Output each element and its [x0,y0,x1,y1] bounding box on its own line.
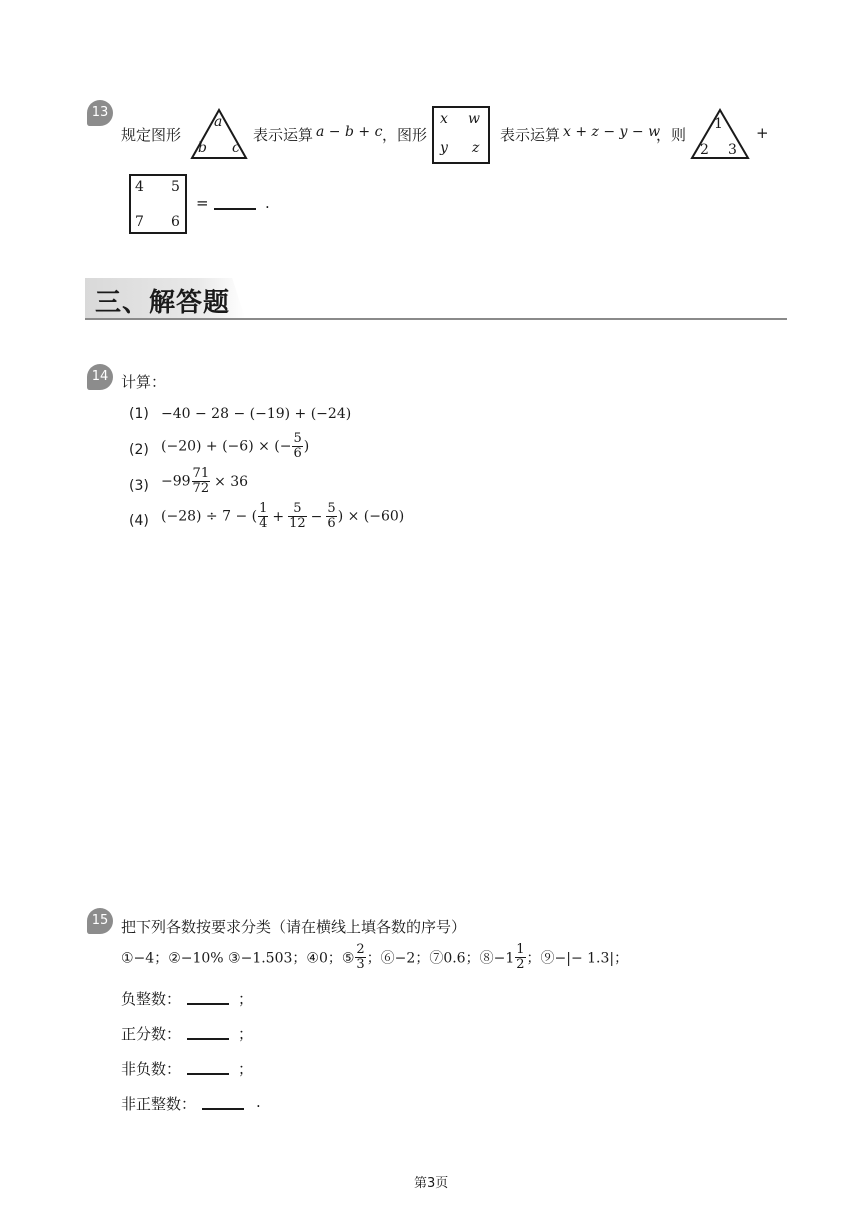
question-number-badge: 14 [87,364,113,390]
square2-top-left: 4 [135,179,144,195]
q14-item-1-label: (1) [129,406,149,422]
fraction [355,943,365,972]
fraction-numerator: 1 [259,501,268,516]
q15-category-positive-fractions: 正分数： [121,1025,182,1043]
square2-bottom-right: 6 [171,214,180,230]
triangle-c: c [232,140,240,156]
q15-answer-blank-2[interactable] [187,1038,229,1040]
question-number-badge: 13 [87,100,113,126]
q13-intro: 规定图形 [121,126,182,144]
fraction [288,502,307,531]
fraction [258,502,268,531]
fraction-numerator: 5 [293,431,302,446]
triangle2-right: 3 [728,142,737,158]
q14-item-4-post: ) × (−60) [337,508,405,525]
fraction-numerator: 71 [192,466,210,481]
q14-item-3-label: (3) [129,478,149,494]
triangle2-top: 1 [714,116,723,132]
fraction-denominator: 72 [192,481,210,496]
fraction [515,943,525,972]
q15-cat-4-end: . [256,1093,261,1111]
q14-item-2-label: (2) [129,442,149,458]
q14-item-3-post: × 36 [214,473,249,490]
q14-item-4-pre: (−28) ÷ 7 − ( [161,508,258,525]
fraction-numerator: 2 [356,942,365,957]
fraction-denominator: 4 [259,516,268,531]
q14-item-2-post: ) [303,438,310,455]
q15-list-part-2: ；⑥−2；⑦0.6；⑧−1 [366,950,515,967]
fraction-numerator: 5 [288,502,307,517]
q14-prompt: 计算： [121,373,167,391]
fraction-numerator: 5 [327,501,336,516]
q13-text-figure: ，图形 [382,126,428,144]
q15-list-part-3: ；⑨−|− 1.3|； [526,950,629,967]
q15-category-non-positive-integers: 非正整数： [121,1095,197,1113]
q15-prompt: 把下列各数按要求分类（请在横线上填各数的序号） [121,918,467,936]
q15-cat-3-end: ； [238,1060,254,1078]
q15-answer-blank-4[interactable] [202,1108,244,1110]
triangle-a: a [214,114,223,130]
q13-plus: + [756,124,769,142]
q14-item-4-label: (4) [129,513,149,529]
q15-category-non-negative: 非负数： [121,1060,182,1078]
fraction-denominator: 6 [293,446,302,461]
q14-item-2-expr [161,432,309,461]
q14-item-2-pre: (−20) + (−6) × (− [161,438,292,455]
q13-answer-blank[interactable] [214,208,256,210]
section-divider [85,318,787,320]
section-title: 三、解答题 [95,288,231,318]
square-z: z [472,140,480,156]
q13-equals: = [196,194,209,212]
square-y: y [440,140,448,156]
q14-item-4-op2: − [310,508,323,525]
fraction-denominator: 2 [516,957,525,972]
q15-answer-blank-3[interactable] [187,1073,229,1075]
fraction [192,467,211,496]
question-number-badge: 15 [87,908,113,934]
q15-list-part-1: ①−4；②−10% ③−1.503；④0；⑤ [121,950,355,967]
q13-expr-2: x + z − y − w [563,124,661,140]
q13-text-represents-2: 表示运算 [500,126,561,144]
q15-answer-blank-1[interactable] [187,1003,229,1005]
q13-text-represents: 表示运算 [253,126,314,144]
fraction [292,432,302,461]
fraction-numerator: 1 [516,942,525,957]
square-w: w [468,111,480,127]
square2-top-right: 5 [171,179,180,195]
q14-item-4-op1: + [272,508,285,525]
q15-cat-1-end: ； [238,990,254,1008]
q15-cat-2-end: ； [238,1025,254,1043]
q14-item-1-expr: −40 − 28 − (−19) + (−24) [161,406,352,422]
square-x: x [440,111,448,127]
q14-item-3-pre: −99 [161,473,191,490]
fraction-denominator: 6 [327,516,336,531]
q15-category-negative-integers: 负整数： [121,990,182,1008]
fraction [326,502,336,531]
q13-text-then: ，则 [656,126,687,144]
q13-end: . [265,194,270,212]
page-number: 第3页 [414,1176,449,1191]
square2-bottom-left: 7 [135,214,144,230]
fraction-denominator: 12 [289,516,306,531]
triangle-b: b [198,140,207,156]
triangle2-left: 2 [700,142,709,158]
q15-number-list [121,943,628,972]
q13-expr-1: a − b + c [316,124,383,140]
fraction-denominator: 3 [356,957,365,972]
q14-item-4-expr [161,502,404,531]
q14-item-3-expr [161,467,248,496]
